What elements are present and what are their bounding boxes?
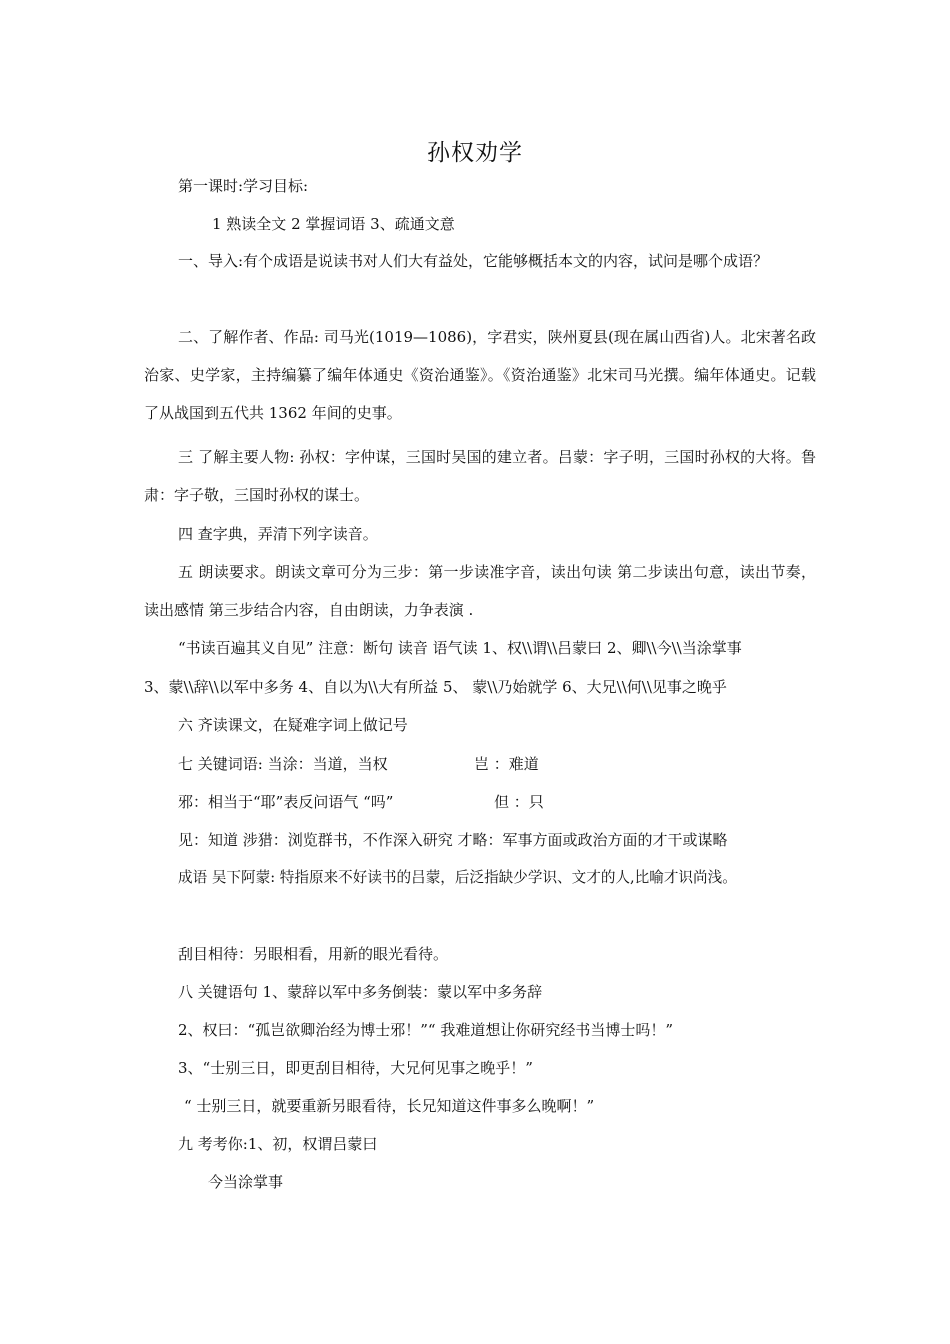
document-title: 孙权劝学 xyxy=(427,140,523,166)
key-sentences-1: 八 关键语句 1、蒙辞以军中多务倒装：蒙以军中多务辞 xyxy=(178,983,543,1001)
key-words-line-2: 邪：相当于“耶”表反问语气 “吗” xyxy=(178,793,394,811)
section-group-reading: 六 齐读课文，在疑难字词上做记号 xyxy=(178,716,408,734)
section-quiz: 九 考考你:1、初，权谓吕蒙曰 xyxy=(178,1135,378,1153)
key-words-line-2-right: 但 ：只 xyxy=(494,793,544,811)
section-introduction: 一、导入:有个成语是说读书对人们大有益处，它能够概括本文的内容，试问是哪个成语？ xyxy=(178,252,769,270)
section-dictionary: 四 查字典，弄清下列字读音。 xyxy=(178,525,378,543)
reading-pauses-line-2: 3、蒙\\辞\\以军中多务 4、自以为\\大有所益 5、 蒙\\乃始就学 6、大兄\\何\\见事之晚乎 xyxy=(144,678,727,696)
idiom-wuxia-ameng: 成语 吴下阿蒙: 特指原来不好读书的吕蒙，后泛指缺少学识、文才的人,比喻才识尚浅。 xyxy=(178,869,737,886)
quiz-item: 今当涂掌事 xyxy=(208,1173,284,1191)
learning-goals: 1 熟读全文 2 掌握词语 3、疏通文意 xyxy=(212,215,455,233)
section-characters: 三 了解主要人物: 孙权：字仲谋，三国时吴国的建立者。吕蒙：字子明，三国时孙权的大将。鲁肃：字子敬，三国时孙权的谋士。 xyxy=(144,448,816,504)
key-sentences-2: 2、权曰：“孤岂欲卿治经为博士邪！”“ 我难道想让你研究经书当博士吗！” xyxy=(178,1021,673,1039)
key-words-line-1-right: 岂 ：难道 xyxy=(474,755,539,773)
lesson-objectives-heading: 第一课时:学习目标: xyxy=(178,177,309,195)
section-reading-requirements: 五 朗读要求。朗读文章可分为三步：第一步读准字音，读出句读 第二步读出句意，读出节奏，读出感情 第三步结合内容，自由朗读，力争表演 . xyxy=(144,563,816,619)
key-words-line-1: 七 关键词语: 当涂：当道，当权 xyxy=(178,755,388,773)
key-sentences-3: 3、“士别三日，即更刮目相待，大兄何见事之晚乎！” xyxy=(178,1059,533,1077)
reading-pauses-line-1: “书读百遍其义自见” 注意：断句 读音 语气读 1、权\\谓\\吕蒙曰 2、卿\\今\\当涂掌事 xyxy=(178,639,742,657)
key-words-line-3: 见：知道 涉猎：浏览群书，不作深入研究 才略：军事方面或政治方面的才干或谋略 xyxy=(178,831,728,849)
key-sentences-3-translation: “ 士别三日，就要重新另眼看待，长兄知道这件事多么晚啊！” xyxy=(184,1097,595,1115)
idiom-guamu-xiangdai: 刮目相待：另眼相看，用新的眼光看待。 xyxy=(178,945,449,963)
section-author: 二、了解作者、作品: 司马光(1019—1086)，字君实，陕州夏县(现在属山西省)人。北宋著名政治家、史学家，主持编纂了编年体通史《资治通鉴》。《资治通鉴》北宋司马光撰。编年体通史。记载了从战国到五代共 1362 年间的史事。 xyxy=(144,328,816,422)
